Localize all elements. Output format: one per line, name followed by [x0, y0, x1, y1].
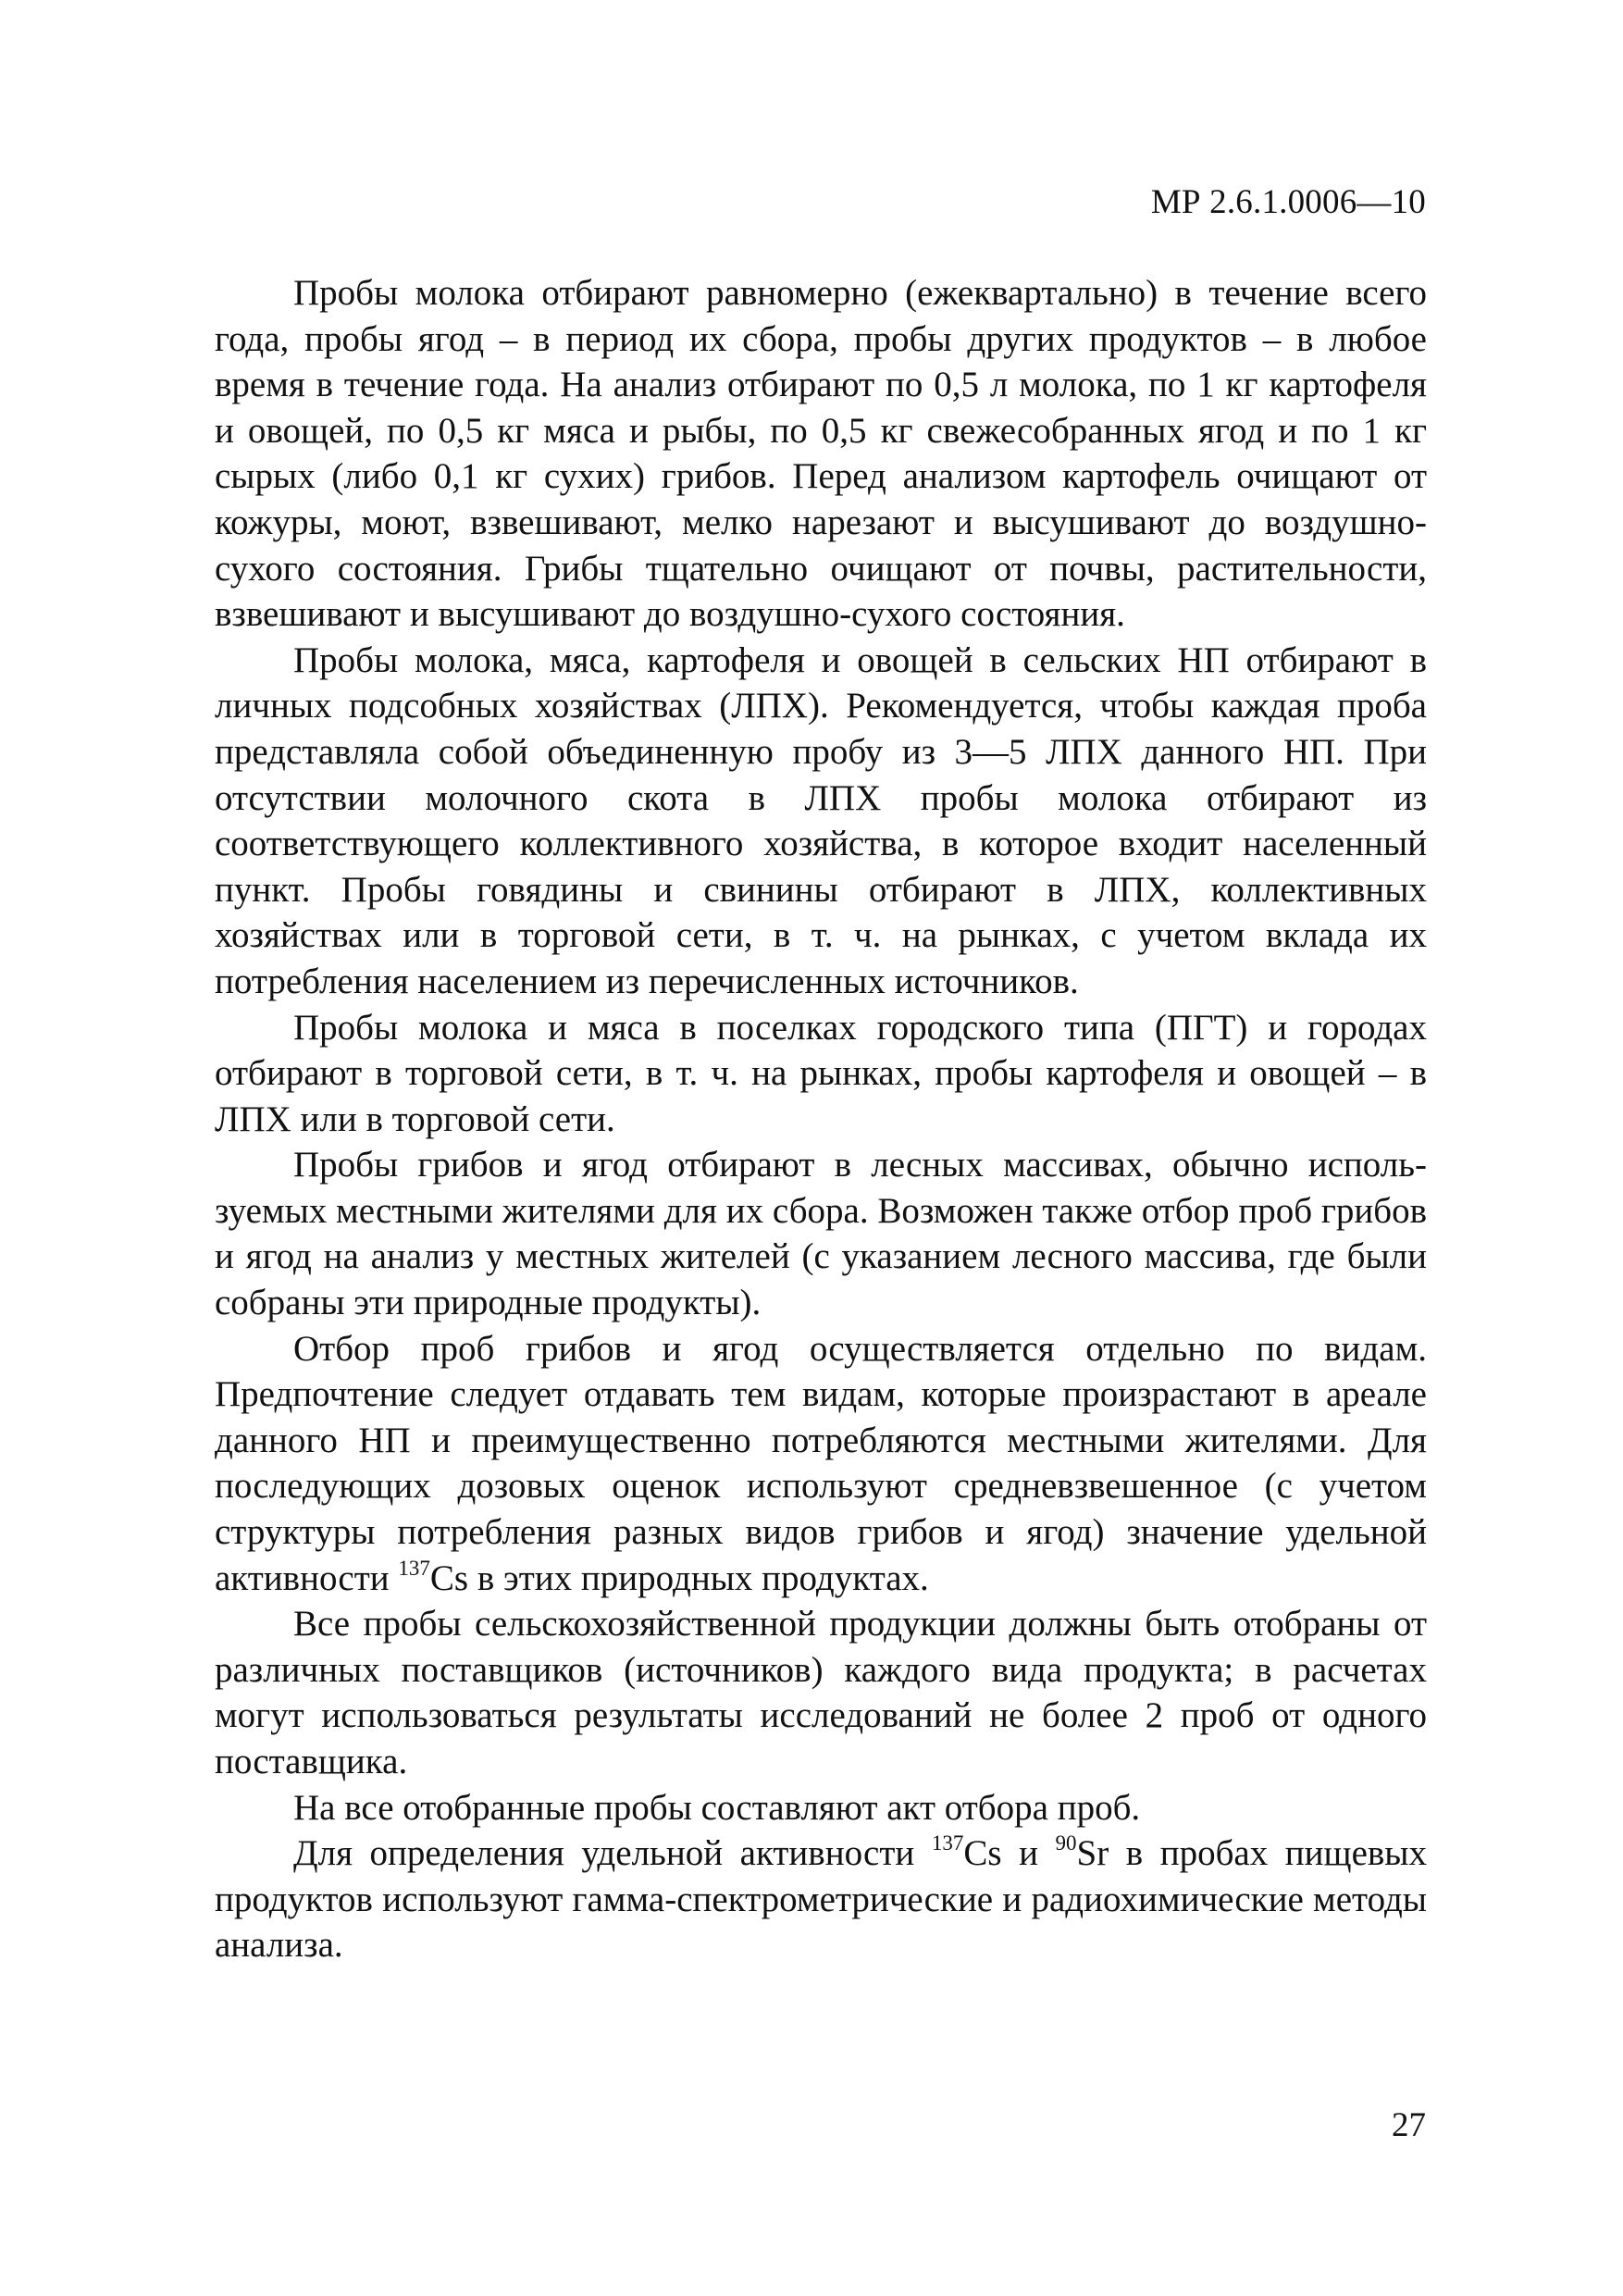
paragraph-urban-sampling: Пробы молока и мяса в поселках городского типа (ПГТ) и городах отбирают в торговой сети, в т. ч. на рынках, пробы картофеля и овощей – в ЛПХ или в торговой сети. [215, 1007, 1427, 1139]
paragraph-analysis-methods [215, 1831, 1427, 1968]
document-code: МР 2.6.1.0006—10 [1150, 183, 1426, 221]
paragraph-rural-sampling: Пробы молока, мяса, картофеля и овощей в сельских НП отбирают в личных подсобных хозяйствах (ЛПХ). Рекомендуется, чтобы каждая проба представляла собой объединенную пробу из 3—5 ЛПХ данного НП. При отсутствии молочного скота в ЛПХ пробы молока отбирают из соответствующего коллективного хозяйства, в которое входит населенный пункт. Пробы говядины и свинины отбирают в ЛПХ, коллективных хозяйствах или в торговой сети, в т. ч. на рынках, с учетом вклада их потребления населением из перечисленных источников. [215, 639, 1427, 1001]
paragraph-forest-sampling: Пробы грибов и ягод отбирают в лесных массивах, обычно используемых местными жителями для их сбора. Возможен также отбор проб грибов и ягод на анализ у местных жителей (с указанием лесного массива, где были собраны эти природные продукты). [215, 1145, 1427, 1323]
paragraph-text: Sr в пробах пищевых продуктов используют гамма-спектрометрические и радиохимические методы анализа. [215, 1833, 1427, 1966]
paragraph-sampling-act: На все отобранные пробы составляют акт отбора проб. [293, 1787, 1141, 1828]
isotope-mass-number: 137 [931, 1831, 964, 1855]
isotope-mass-number: 137 [398, 1556, 430, 1580]
paragraph-text: Отбор проб грибов и ягод осуществляется отдельно по видам. Предпочтение следует отдавать тем видам, которые произрастают в ареале данного НП и преимущественно потребляются местными жителями. Для последующих дозовых оценок используют средневзвешенное (с учетом структуры потребления разных видов грибов и ягод) значение удельной активности [215, 1328, 1427, 1598]
paragraph-text: Cs и [963, 1833, 1056, 1874]
paragraph-suppliers: Все пробы сельскохозяйственной продукции должны быть отобраны от различных поставщиков (источников) каждого вида продукта; в расчетах могут использоваться результаты исследований не более 2 проб от одного поставщика. [215, 1604, 1427, 1781]
paragraph-text: Для определения удельной активности [293, 1833, 932, 1874]
paragraph-species-sampling [215, 1326, 1427, 1602]
paragraph-sampling-schedule: Пробы молока отбирают равномерно (ежеквартально) в течение всего года, пробы ягод – в период их сбора, пробы других продуктов – в любое время в течение года. На анализ отбирают по 0,5 л молока, по 1 кг картофеля и овощей, по 0,5 кг мяса и рыбы, по 0,5 кг свежесобранных ягод и по 1 кг сырых (либо 0,1 кг сухих) грибов. Перед анализом картофель очищают от кожуры, моют, взвешивают, мелко нарезают и высушивают до воздушно-сухого состояния. Грибы тщательно очищают от почвы, растительности, взвешивают и высушивают до воздушно-сухого состояния. [215, 273, 1427, 635]
isotope-mass-number: 90 [1055, 1831, 1077, 1855]
document-body [215, 270, 1427, 1968]
page-number: 27 [1392, 2106, 1426, 2144]
paragraph-text: Cs в этих природных продуктах. [429, 1558, 929, 1598]
